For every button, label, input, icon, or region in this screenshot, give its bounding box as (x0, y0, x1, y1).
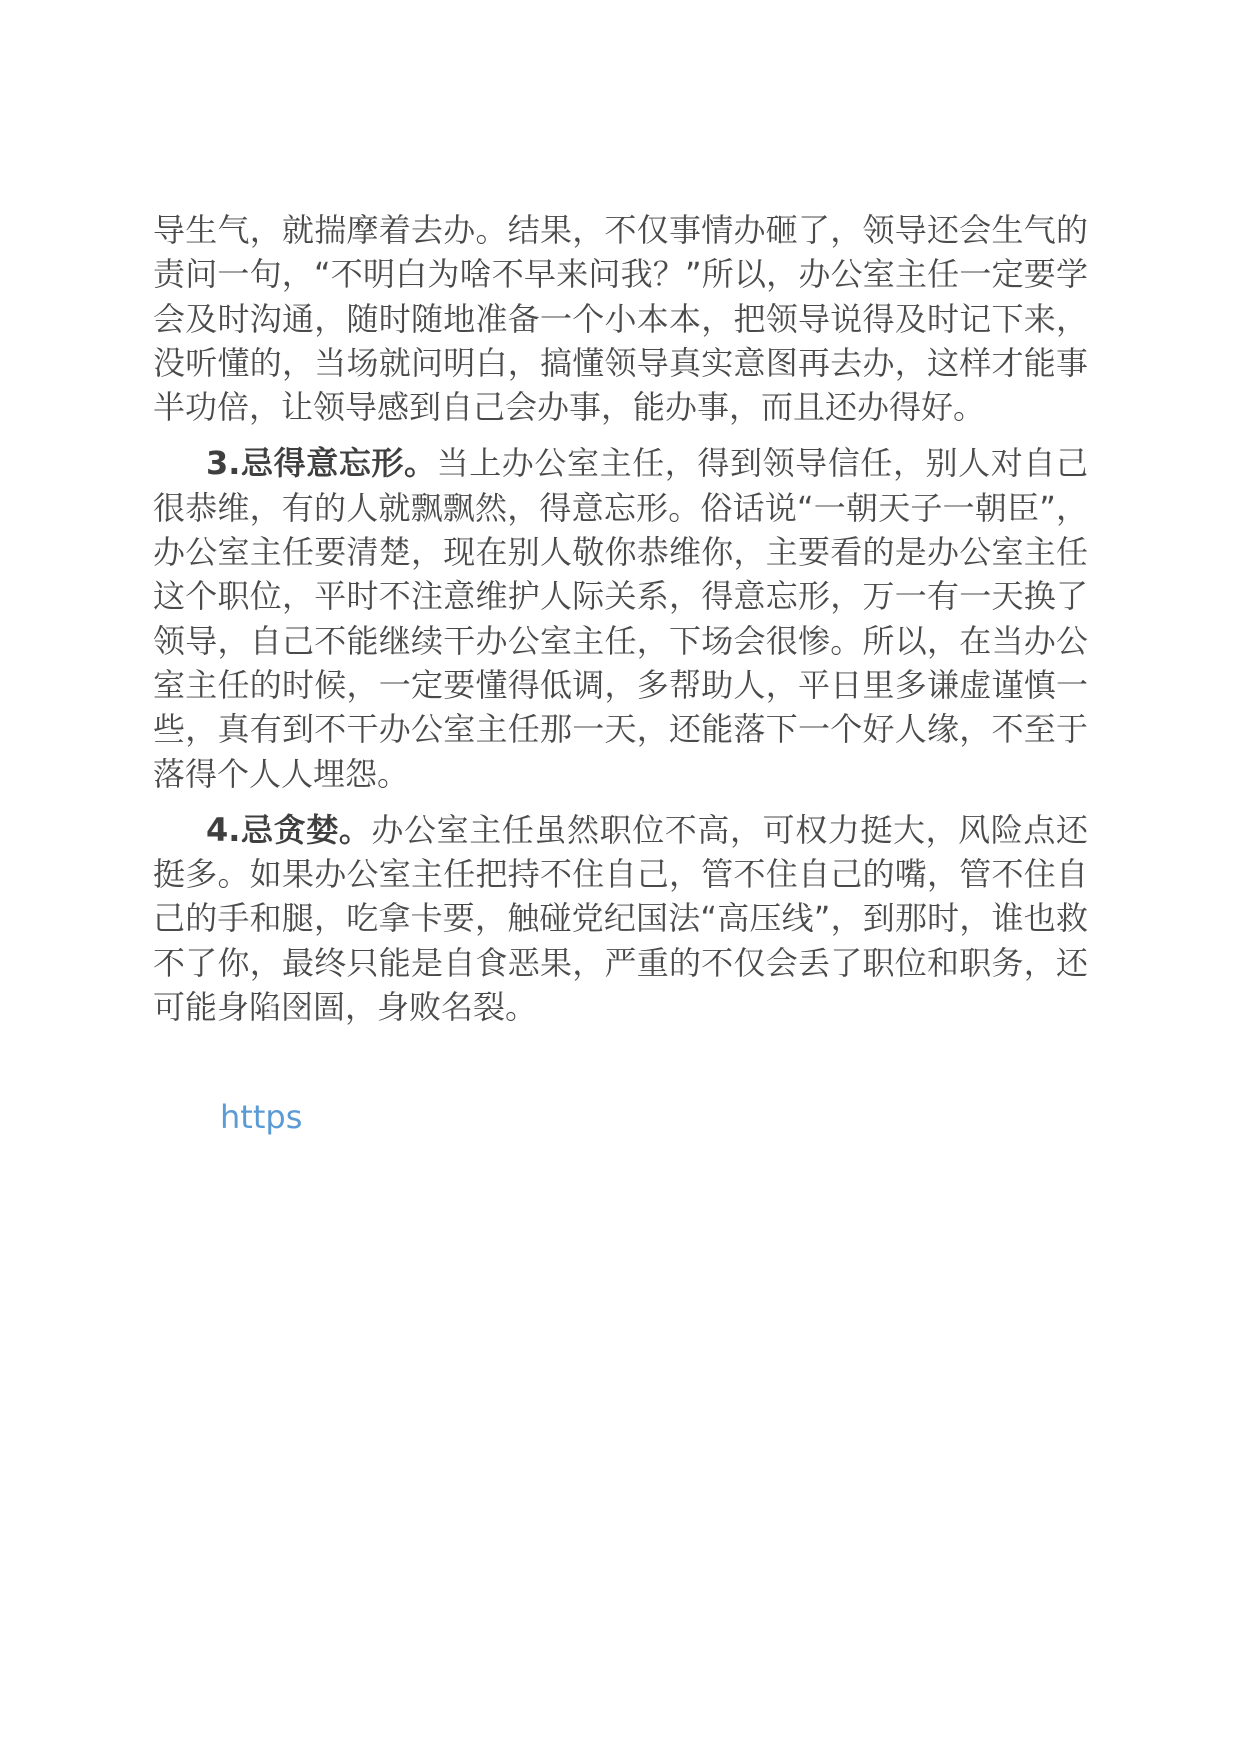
paragraph-item-3 (153, 441, 1088, 795)
document-body (153, 208, 1088, 1029)
paragraph-text: 导生气，就揣摩着去办。结果，不仅事情办砸了，领导还会生气的责问一句，“不明白为啥不早来问我？”所以，办公室主任一定要学会及时沟通，随时随地准备一个小本本，把领导说得及时记下来，没听懂的，当场就问明白，搞懂领导真实意图再去办，这样才能事半功倍，让领导感到自己会办事，能办事，而且还办得好。 (153, 211, 1088, 427)
paragraph-continuation (153, 208, 1088, 429)
item-heading: 3.忌得意忘形。 (206, 444, 437, 483)
paragraph-text: 办公室主任虽然职位不高，可权力挺大，风险点还挺多。如果办公室主任把持不住自己，管不住自己的嘴，管不住自己的手和腿，吃拿卡要，触碰党纪国法“高压线”，到那时，谁也救不了你，最终只能是自食恶果，严重的不仅会丢了职位和职务，还可能身陷囹圄，身败名裂。 (153, 810, 1088, 1027)
paragraph-item-4 (153, 808, 1088, 1029)
item-heading: 4.忌贪婪。 (206, 810, 372, 849)
paragraph-text: 当上办公室主任，得到领导信任，别人对自己很恭维，有的人就飘飘然，得意忘形。俗话说“一朝天子一朝臣”，办公室主任要清楚，现在别人敬你恭维你，主要看的是办公室主任这个职位，平时不注意维护人际关系，得意忘形，万一有一天换了领导，自己不能继续干办公室主任，下场会很惨。所以，在当办公室主任的时候，一定要懂得低调，多帮助人，平日里多谦虚谨慎一些，真有到不干办公室主任那一天，还能落下一个好人缘，不至于落得个人人埋怨。 (153, 444, 1088, 793)
url-link[interactable]: https (220, 1098, 303, 1136)
